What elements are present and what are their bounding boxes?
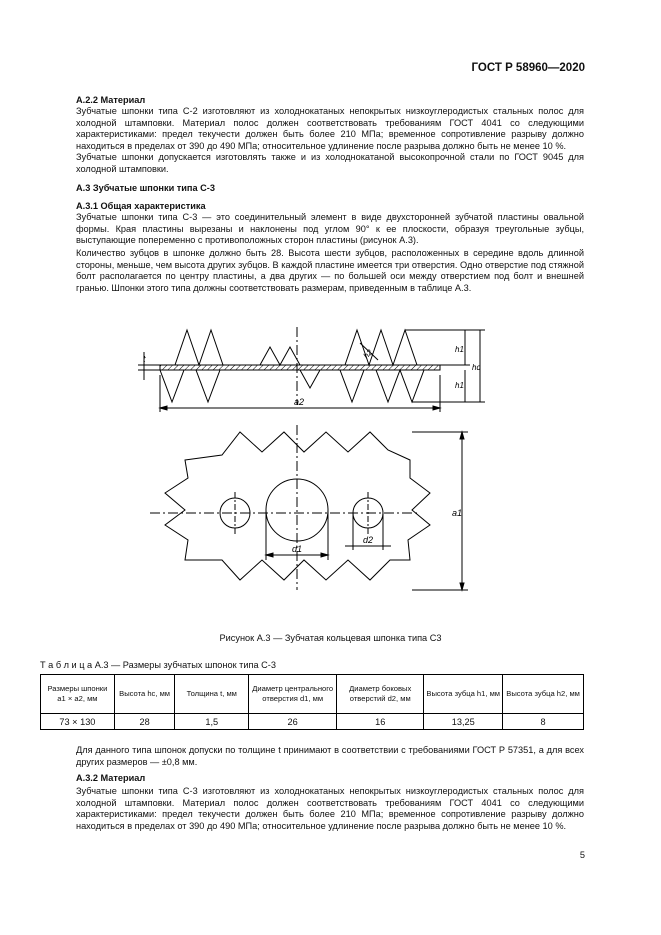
figure-caption: Рисунок А.3 — Зубчатая кольцевая шпонка типа С3 xyxy=(219,633,442,643)
label-d2: d2 xyxy=(363,535,374,545)
side-view xyxy=(138,327,485,412)
figure-toothed-connector xyxy=(0,320,661,630)
section-title-a3: А.3 Зубчатые шпонки типа С-3 xyxy=(76,183,215,193)
document-header: ГОСТ Р 58960—2020 xyxy=(471,62,585,74)
label-a1: a1 xyxy=(452,508,463,518)
paragraph: Зубчатые шпонки допускается изготовлять также и из холоднокатаной высокопрочной стали по ГОСТ 9045 для холодной штамповки. xyxy=(76,152,584,174)
table-cell: 1,5 xyxy=(175,714,249,730)
section-title-a31: А.3.1 Общая характеристика xyxy=(76,201,206,211)
dimensions-table xyxy=(40,674,584,730)
table-header-cell: Высота зубца h2, мм xyxy=(503,675,584,714)
label-h1-bottom: h1 xyxy=(455,381,464,390)
paragraph: Зубчатые шпонки типа С-3 — это соединительный элемент в виде двухсторонней зубчатой пластины овальной формы. Края пластины вырезаны и наклонены под углом 90° к ее плоскости, образуя треугольные зубцы, выступающие попеременно с противоположных сторон пластины (рисунок А.3). xyxy=(76,212,584,246)
label-h2: h2 xyxy=(361,347,375,361)
table-cell: 28 xyxy=(114,714,175,730)
paragraph: Количество зубцов в шпонке должно быть 28. Высота шести зубцов, расположенных в середине вдоль длинной стороны, меньше, чем высота других зубцов. В каждой пластине имеется три отверстия. Одно отверстие под стяжной болт располагается по центру пластины, а два других — по большей оси между отверстием под болт и внешней гранью. Шпонки этого типа должны соответствовать размерам, приведенным в таблице А.3. xyxy=(76,248,584,293)
table-cell: 26 xyxy=(249,714,337,730)
table-header-cell: Диаметр боковых отверстий d2, мм xyxy=(337,675,424,714)
table-caption: Т а б л и ц а А.3 — Размеры зубчатых шпонок типа С-3 xyxy=(40,660,276,670)
page-number: 5 xyxy=(579,850,585,860)
table-cell: 13,25 xyxy=(424,714,503,730)
paragraph: Для данного типа шпонок допуски по толщине t принимают в соответствии с требованиями ГОСТ Р 57351, а для всех других размеров — ±0,8 мм. xyxy=(76,745,584,767)
table-header-row xyxy=(41,675,584,714)
plan-view xyxy=(150,425,468,590)
table-header-cell: Высота hc, мм xyxy=(114,675,175,714)
label-h1-top: h1 xyxy=(455,345,464,354)
label-hc: hc xyxy=(472,363,481,372)
label-t: t xyxy=(143,354,146,364)
paragraph: Зубчатые шпонки типа С-2 изготовляют из холоднокатаных непокрытых низкоуглеродистых стальных полос для холодной штамповки. Материал полос должен соответствовать требованиям ГОСТ 4041 со следующими характеристиками: предел текучести должен быть более 210 МПа; временное сопротивление разрыву должно находиться в пределах от 390 до 490 МПа; относительное удлинение после разрыва должно быть не менее 10 %. xyxy=(76,106,584,151)
paragraph: Зубчатые шпонки типа С-3 изготовляют из холоднокатаных непокрытых низкоуглеродистых стальных полос для холодной штамповки. Материал полос должен соответствовать требованиям ГОСТ 4041 со следующими характеристиками: предел текучести должен быть более 210 МПа; временное сопротивление разрыву должно находиться в пределах от 390 до 490 МПа; относительное удлинение после разрыва должно быть не менее 10 %. xyxy=(76,786,584,831)
table-header-cell: Толщина t, мм xyxy=(175,675,249,714)
table-header-cell: Высота зубца h1, мм xyxy=(424,675,503,714)
label-d1: d1 xyxy=(292,544,303,554)
table-header-cell: Размеры шпонки a1 × a2, мм xyxy=(41,675,115,714)
table-row xyxy=(41,714,584,730)
label-a2: a2 xyxy=(294,397,305,407)
table-cell: 16 xyxy=(337,714,424,730)
plate-section xyxy=(160,365,440,370)
table-cell: 8 xyxy=(503,714,584,730)
table-header-cell: Диаметр центрального отверстия d1, мм xyxy=(249,675,337,714)
section-title-a22: А.2.2 Материал xyxy=(76,95,146,105)
section-title-a32: А.3.2 Материал xyxy=(76,773,146,783)
table-cell: 73 × 130 xyxy=(41,714,115,730)
